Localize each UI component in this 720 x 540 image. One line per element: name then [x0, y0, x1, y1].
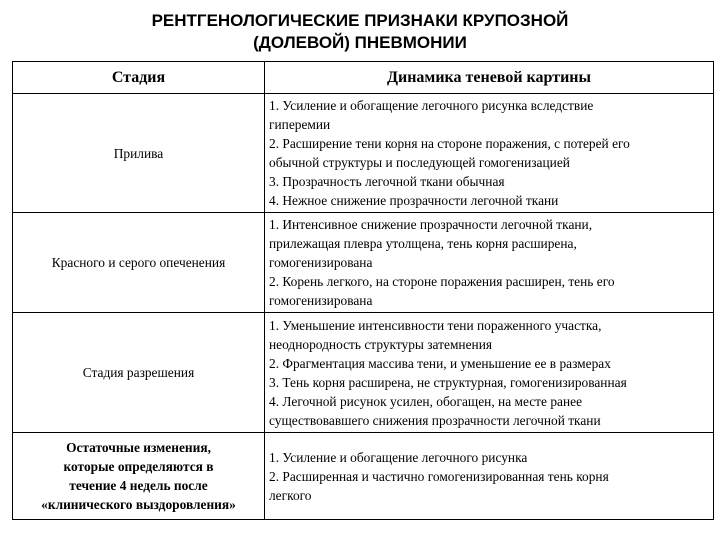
stage-cell: Стадия разрешения	[13, 313, 265, 433]
dynamics-cell	[265, 433, 714, 520]
dynamics-cell	[265, 94, 714, 213]
dynamics-line: 4. Легочной рисунок усилен, обогащен, на месте ранее	[269, 393, 583, 409]
stage-line: которые определяются в	[63, 459, 214, 474]
pneumonia-stages-table	[12, 61, 714, 520]
stage-line: течение 4 недель после	[69, 478, 208, 493]
dynamics-line: гиперемии	[269, 117, 331, 132]
table-row	[13, 313, 714, 433]
table-row	[13, 433, 714, 520]
dynamics-line: 2. Корень легкого, на стороне поражения расширен, тень его	[269, 274, 615, 289]
table-row	[13, 213, 714, 313]
dynamics-line: неоднородность структуры затемнения	[269, 336, 493, 352]
dynamics-line: существовавшего снижения прозрачности легочной ткани	[269, 412, 601, 428]
dynamics-line: 1. Усиление и обогащение легочного рисунка	[269, 449, 528, 465]
stage-cell: Красного и серого опеченения	[13, 213, 265, 313]
page-title-line-1: РЕНТГЕНОЛОГИЧЕСКИЕ ПРИЗНАКИ КРУПОЗНОЙ	[151, 11, 569, 30]
dynamics-line: 4. Нежное снижение прозрачности легочной ткани	[269, 193, 559, 208]
dynamics-line: 3. Прозрачность легочной ткани обычная	[269, 174, 505, 189]
dynamics-line: 1. Уменьшение интенсивности тени пораженного участка,	[269, 317, 602, 333]
dynamics-line: 2. Расширение тени корня на стороне поражения, с потерей его	[269, 136, 630, 151]
table-row	[13, 94, 714, 213]
dynamics-line: 2. Расширенная и частично гомогенизированная тень корня	[269, 468, 609, 484]
dynamics-cell	[265, 213, 714, 313]
dynamics-line: легкого	[269, 487, 312, 503]
table-header-row	[13, 62, 714, 94]
stage-cell: Прилива	[13, 94, 265, 213]
dynamics-line: 1. Усиление и обогащение легочного рисунка вследствие	[269, 98, 594, 113]
dynamics-line: обычной структуры и последующей гомогенизацией	[269, 155, 570, 170]
dynamics-line: гомогенизирована	[269, 255, 373, 270]
stage-line: «клинического выздоровления»	[41, 497, 236, 512]
dynamics-line: 3. Тень корня расширена, не структурная, гомогенизированная	[269, 374, 627, 390]
stage-cell	[13, 433, 265, 520]
header-dynamics: Динамика теневой картины	[265, 62, 714, 94]
stage-line: Остаточные изменения,	[66, 440, 211, 455]
page-title-line-2: (ДОЛЕВОЙ) ПНЕВМОНИИ	[253, 33, 467, 52]
page-title	[0, 10, 720, 54]
dynamics-cell	[265, 313, 714, 433]
dynamics-line: 1. Интенсивное снижение прозрачности легочной ткани,	[269, 217, 593, 232]
dynamics-line: гомогенизирована	[269, 293, 373, 308]
dynamics-line: прилежащая плевра утолщена, тень корня расширена,	[269, 236, 577, 251]
header-stage: Стадия	[13, 62, 265, 94]
dynamics-line: 2. Фрагментация массива тени, и уменьшение ее в размерах	[269, 355, 611, 371]
